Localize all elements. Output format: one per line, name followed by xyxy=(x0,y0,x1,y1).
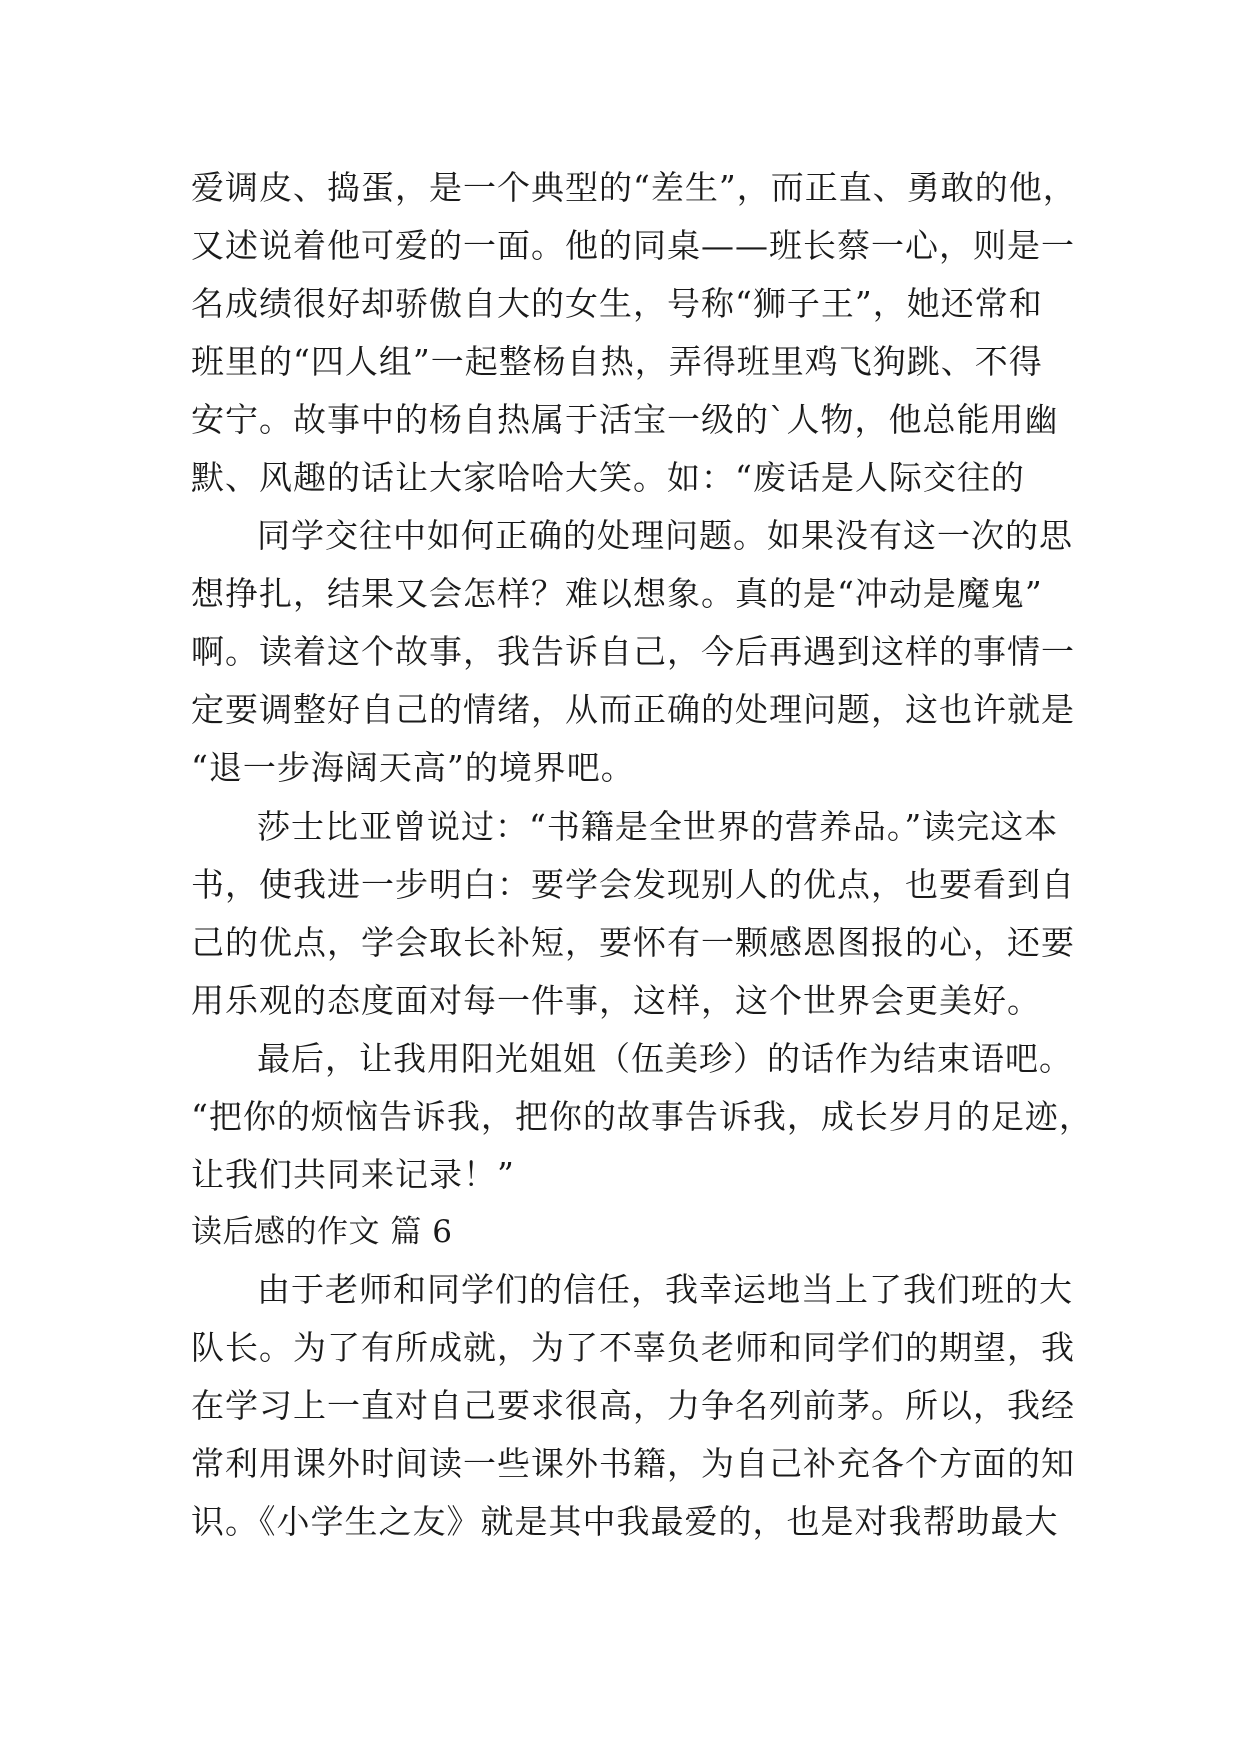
paragraph-line: 名成绩很好却骄傲自大的女生，号称“狮子王”，她还常和 xyxy=(191,284,1043,323)
paragraph-line: 爱调皮、捣蛋，是一个典型的“差生”，而正直、勇敢的他， xyxy=(191,168,1077,207)
section-heading: 读后感的作文 篇 6 xyxy=(191,1214,453,1250)
paragraph-line: 队长。为了有所成就，为了不辜负老师和同学们的期望，我 xyxy=(191,1328,1075,1367)
paragraph-line: 最后，让我用阳光姐姐（伍美珍）的话作为结束语吧。 xyxy=(257,1039,1073,1078)
paragraph-line: 想挣扎，结果又会怎样？难以想象。真的是“冲动是魔鬼” xyxy=(191,574,1043,613)
paragraph-line: “把你的烦恼告诉我，把你的故事告诉我，成长岁月的足迹， xyxy=(191,1097,1093,1136)
paragraph-line: 又述说着他可爱的一面。他的同桌——班长蔡一心，则是一 xyxy=(191,226,1075,265)
paragraph-line: 让我们共同来记录！” xyxy=(191,1155,515,1194)
paragraph-line: 啊。读着这个故事，我告诉自己，今后再遇到这样的事情一 xyxy=(191,632,1075,671)
paragraph-line: 定要调整好自己的情绪，从而正确的处理问题，这也许就是 xyxy=(191,690,1075,729)
paragraph-line: “退一步海阔天高”的境界吧。 xyxy=(191,748,635,787)
paragraph-line: 己的优点，学会取长补短，要怀有一颗感恩图报的心，还要 xyxy=(191,923,1075,962)
paragraph-line: 由于老师和同学们的信任，我幸运地当上了我们班的大 xyxy=(257,1270,1073,1309)
paragraph-line: 书，使我进一步明白：要学会发现别人的优点，也要看到自 xyxy=(191,865,1075,904)
paragraph-line: 安宁。故事中的杨自热属于活宝一级的`人物，他总能用幽 xyxy=(191,400,1059,439)
paragraph-line: 班里的“四人组”一起整杨自热，弄得班里鸡飞狗跳、不得 xyxy=(191,342,1043,381)
paragraph-line: 用乐观的态度面对每一件事，这样，这个世界会更美好。 xyxy=(191,981,1041,1020)
paragraph-line: 同学交往中如何正确的处理问题。如果没有这一次的思 xyxy=(257,516,1073,555)
paragraph-line: 默、风趣的话让大家哈哈大笑。如：“废话是人际交往的 xyxy=(191,458,1025,497)
paragraph-line: 识。《小学生之友》就是其中我最爱的，也是对我帮助最大 xyxy=(191,1502,1059,1541)
paragraph-line: 常利用课外时间读一些课外书籍，为自己补充各个方面的知 xyxy=(191,1444,1075,1483)
paragraph-line: 在学习上一直对自己要求很高，力争名列前茅。所以，我经 xyxy=(191,1386,1075,1425)
paragraph-line: 莎士比亚曾说过：“书籍是全世界的营养品。”读完这本 xyxy=(257,807,1059,846)
